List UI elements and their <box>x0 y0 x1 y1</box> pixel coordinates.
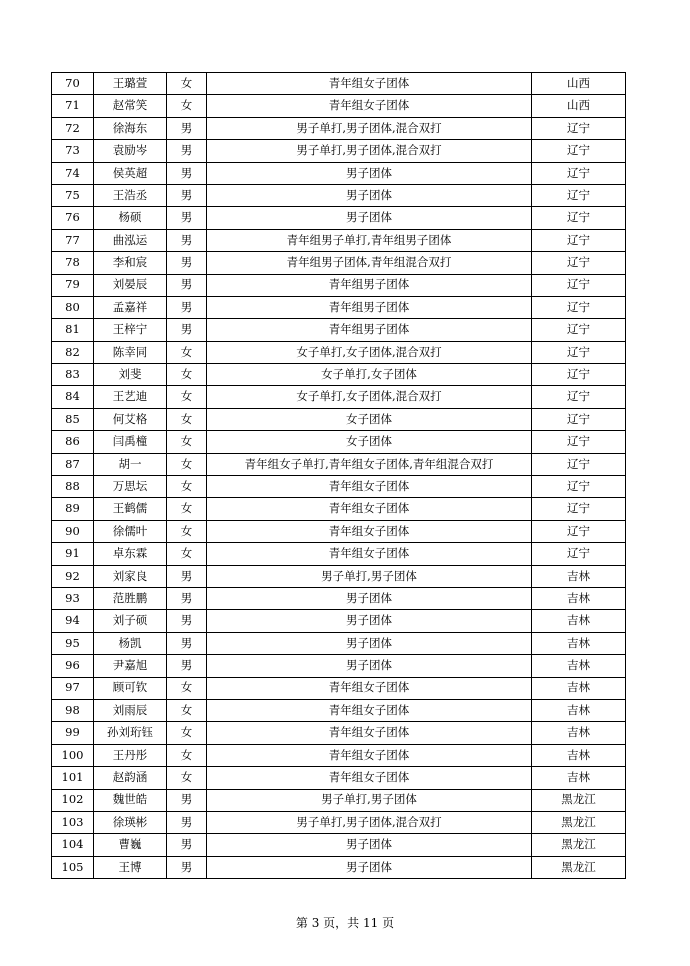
events-cell: 男子团体 <box>207 655 532 677</box>
table-row <box>52 498 626 520</box>
events-cell: 男子单打,男子团体,混合双打 <box>207 811 532 833</box>
table-row <box>52 274 626 296</box>
table-row <box>52 834 626 856</box>
events-cell: 青年组女子团体 <box>207 95 532 117</box>
gender-cell: 女 <box>167 767 207 789</box>
table-row <box>52 341 626 363</box>
events-cell: 青年组女子团体 <box>207 73 532 95</box>
table-row <box>52 319 626 341</box>
province-cell: 辽宁 <box>532 117 626 139</box>
events-cell: 青年组女子团体 <box>207 520 532 542</box>
events-cell: 男子单打,男子团体,混合双打 <box>207 117 532 139</box>
row-number-cell: 101 <box>52 767 94 789</box>
athlete-name-cell: 闫禹橦 <box>94 431 167 453</box>
province-cell: 辽宁 <box>532 431 626 453</box>
athlete-name-cell: 杨凯 <box>94 632 167 654</box>
athlete-name-cell: 刘家良 <box>94 565 167 587</box>
province-cell: 辽宁 <box>532 184 626 206</box>
gender-cell: 男 <box>167 140 207 162</box>
athlete-name-cell: 曲泓运 <box>94 229 167 251</box>
table-row <box>52 722 626 744</box>
gender-cell: 女 <box>167 476 207 498</box>
athlete-name-cell: 徐瑛彬 <box>94 811 167 833</box>
table-row <box>52 543 626 565</box>
province-cell: 山西 <box>532 95 626 117</box>
table-row <box>52 744 626 766</box>
province-cell: 辽宁 <box>532 543 626 565</box>
row-number-cell: 97 <box>52 677 94 699</box>
table-row <box>52 207 626 229</box>
events-cell: 男子团体 <box>207 610 532 632</box>
table-row <box>52 386 626 408</box>
gender-cell: 女 <box>167 498 207 520</box>
events-cell: 男子单打,男子团体 <box>207 789 532 811</box>
row-number-cell: 79 <box>52 274 94 296</box>
events-cell: 男子单打,男子团体,混合双打 <box>207 140 532 162</box>
province-cell: 辽宁 <box>532 296 626 318</box>
events-cell: 青年组男子团体,青年组混合双打 <box>207 252 532 274</box>
events-cell: 青年组女子团体 <box>207 498 532 520</box>
events-cell: 青年组男子团体 <box>207 319 532 341</box>
table-row <box>52 587 626 609</box>
row-number-cell: 105 <box>52 856 94 878</box>
gender-cell: 男 <box>167 207 207 229</box>
province-cell: 吉林 <box>532 565 626 587</box>
table-row <box>52 296 626 318</box>
events-cell: 青年组女子团体 <box>207 476 532 498</box>
province-cell: 辽宁 <box>532 386 626 408</box>
row-number-cell: 85 <box>52 408 94 430</box>
page-footer: 第 3 页，共 11 页 <box>295 916 395 930</box>
events-cell: 男子团体 <box>207 834 532 856</box>
events-cell: 男子单打,男子团体 <box>207 565 532 587</box>
table-row <box>52 767 626 789</box>
table-row <box>52 476 626 498</box>
gender-cell: 男 <box>167 229 207 251</box>
province-cell: 辽宁 <box>532 498 626 520</box>
row-number-cell: 104 <box>52 834 94 856</box>
gender-cell: 女 <box>167 722 207 744</box>
gender-cell: 女 <box>167 95 207 117</box>
row-number-cell: 82 <box>52 341 94 363</box>
events-cell: 青年组男子团体 <box>207 274 532 296</box>
gender-cell: 男 <box>167 655 207 677</box>
table-row <box>52 140 626 162</box>
gender-cell: 女 <box>167 364 207 386</box>
athlete-name-cell: 万思坛 <box>94 476 167 498</box>
row-number-cell: 99 <box>52 722 94 744</box>
athlete-name-cell: 杨硕 <box>94 207 167 229</box>
athlete-name-cell: 顾可钦 <box>94 677 167 699</box>
events-cell: 女子团体 <box>207 431 532 453</box>
province-cell: 辽宁 <box>532 252 626 274</box>
province-cell: 黑龙江 <box>532 856 626 878</box>
events-cell: 女子单打,女子团体 <box>207 364 532 386</box>
table-row <box>52 252 626 274</box>
athlete-name-cell: 曹巍 <box>94 834 167 856</box>
row-number-cell: 102 <box>52 789 94 811</box>
gender-cell: 女 <box>167 341 207 363</box>
province-cell: 辽宁 <box>532 207 626 229</box>
gender-cell: 男 <box>167 319 207 341</box>
province-cell: 吉林 <box>532 699 626 721</box>
province-cell: 辽宁 <box>532 364 626 386</box>
athlete-name-cell: 胡一 <box>94 453 167 475</box>
row-number-cell: 87 <box>52 453 94 475</box>
table-row <box>52 453 626 475</box>
table-row <box>52 431 626 453</box>
athlete-name-cell: 袁励岑 <box>94 140 167 162</box>
athlete-name-cell: 李和宸 <box>94 252 167 274</box>
row-number-cell: 76 <box>52 207 94 229</box>
athlete-name-cell: 王浩丞 <box>94 184 167 206</box>
events-cell: 男子团体 <box>207 162 532 184</box>
events-cell: 男子团体 <box>207 184 532 206</box>
row-number-cell: 96 <box>52 655 94 677</box>
province-cell: 吉林 <box>532 767 626 789</box>
province-cell: 山西 <box>532 73 626 95</box>
table-row <box>52 655 626 677</box>
athlete-name-cell: 王鹤儒 <box>94 498 167 520</box>
athlete-name-cell: 范胜鹏 <box>94 587 167 609</box>
province-cell: 辽宁 <box>532 229 626 251</box>
events-cell: 青年组女子团体 <box>207 543 532 565</box>
table-row <box>52 677 626 699</box>
table-row <box>52 117 626 139</box>
province-cell: 吉林 <box>532 587 626 609</box>
events-cell: 青年组男子团体 <box>207 296 532 318</box>
row-number-cell: 80 <box>52 296 94 318</box>
row-number-cell: 89 <box>52 498 94 520</box>
row-number-cell: 78 <box>52 252 94 274</box>
gender-cell: 女 <box>167 744 207 766</box>
events-cell: 男子团体 <box>207 207 532 229</box>
province-cell: 辽宁 <box>532 162 626 184</box>
table-row <box>52 73 626 95</box>
province-cell: 辽宁 <box>532 319 626 341</box>
athlete-name-cell: 赵常笑 <box>94 95 167 117</box>
gender-cell: 男 <box>167 184 207 206</box>
roster-table <box>51 72 626 879</box>
row-number-cell: 98 <box>52 699 94 721</box>
gender-cell: 男 <box>167 834 207 856</box>
row-number-cell: 84 <box>52 386 94 408</box>
gender-cell: 男 <box>167 811 207 833</box>
table-row <box>52 184 626 206</box>
gender-cell: 男 <box>167 565 207 587</box>
events-cell: 青年组女子团体 <box>207 744 532 766</box>
gender-cell: 男 <box>167 274 207 296</box>
athlete-name-cell: 刘斐 <box>94 364 167 386</box>
events-cell: 青年组男子单打,青年组男子团体 <box>207 229 532 251</box>
events-cell: 女子单打,女子团体,混合双打 <box>207 386 532 408</box>
gender-cell: 女 <box>167 73 207 95</box>
table-row <box>52 632 626 654</box>
athlete-name-cell: 王梓宁 <box>94 319 167 341</box>
province-cell: 吉林 <box>532 677 626 699</box>
gender-cell: 女 <box>167 386 207 408</box>
province-cell: 吉林 <box>532 744 626 766</box>
province-cell: 吉林 <box>532 655 626 677</box>
row-number-cell: 93 <box>52 587 94 609</box>
gender-cell: 女 <box>167 520 207 542</box>
athlete-name-cell: 王博 <box>94 856 167 878</box>
gender-cell: 男 <box>167 162 207 184</box>
province-cell: 辽宁 <box>532 341 626 363</box>
province-cell: 辽宁 <box>532 520 626 542</box>
row-number-cell: 95 <box>52 632 94 654</box>
gender-cell: 男 <box>167 610 207 632</box>
province-cell: 吉林 <box>532 632 626 654</box>
row-number-cell: 77 <box>52 229 94 251</box>
row-number-cell: 71 <box>52 95 94 117</box>
athlete-name-cell: 刘晏辰 <box>94 274 167 296</box>
athlete-name-cell: 王璐萱 <box>94 73 167 95</box>
province-cell: 黑龙江 <box>532 789 626 811</box>
athlete-name-cell: 何艾格 <box>94 408 167 430</box>
athlete-name-cell: 侯英超 <box>94 162 167 184</box>
gender-cell: 男 <box>167 117 207 139</box>
table-row <box>52 699 626 721</box>
province-cell: 辽宁 <box>532 274 626 296</box>
row-number-cell: 94 <box>52 610 94 632</box>
row-number-cell: 100 <box>52 744 94 766</box>
province-cell: 黑龙江 <box>532 811 626 833</box>
gender-cell: 女 <box>167 699 207 721</box>
athlete-name-cell: 尹嘉旭 <box>94 655 167 677</box>
table-row <box>52 610 626 632</box>
athlete-name-cell: 王丹彤 <box>94 744 167 766</box>
events-cell: 青年组女子团体 <box>207 722 532 744</box>
athlete-name-cell: 刘子硕 <box>94 610 167 632</box>
row-number-cell: 74 <box>52 162 94 184</box>
gender-cell: 女 <box>167 543 207 565</box>
province-cell: 吉林 <box>532 610 626 632</box>
table-row <box>52 95 626 117</box>
row-number-cell: 90 <box>52 520 94 542</box>
athlete-name-cell: 陈幸同 <box>94 341 167 363</box>
row-number-cell: 88 <box>52 476 94 498</box>
row-number-cell: 81 <box>52 319 94 341</box>
gender-cell: 女 <box>167 453 207 475</box>
events-cell: 青年组女子团体 <box>207 699 532 721</box>
row-number-cell: 70 <box>52 73 94 95</box>
events-cell: 女子团体 <box>207 408 532 430</box>
row-number-cell: 86 <box>52 431 94 453</box>
events-cell: 女子单打,女子团体,混合双打 <box>207 341 532 363</box>
row-number-cell: 83 <box>52 364 94 386</box>
row-number-cell: 72 <box>52 117 94 139</box>
table-row <box>52 520 626 542</box>
athlete-name-cell: 孙刘珩钰 <box>94 722 167 744</box>
events-cell: 青年组女子团体 <box>207 767 532 789</box>
gender-cell: 女 <box>167 431 207 453</box>
events-cell: 男子团体 <box>207 856 532 878</box>
table-row <box>52 565 626 587</box>
province-cell: 辽宁 <box>532 408 626 430</box>
table-row <box>52 229 626 251</box>
table-row <box>52 162 626 184</box>
province-cell: 辽宁 <box>532 140 626 162</box>
gender-cell: 女 <box>167 677 207 699</box>
athlete-name-cell: 赵韵涵 <box>94 767 167 789</box>
gender-cell: 男 <box>167 789 207 811</box>
province-cell: 黑龙江 <box>532 834 626 856</box>
events-cell: 青年组女子单打,青年组女子团体,青年组混合双打 <box>207 453 532 475</box>
athlete-name-cell: 孟嘉祥 <box>94 296 167 318</box>
gender-cell: 男 <box>167 587 207 609</box>
row-number-cell: 73 <box>52 140 94 162</box>
gender-cell: 女 <box>167 408 207 430</box>
events-cell: 男子团体 <box>207 587 532 609</box>
row-number-cell: 103 <box>52 811 94 833</box>
gender-cell: 男 <box>167 252 207 274</box>
athlete-name-cell: 徐儒叶 <box>94 520 167 542</box>
province-cell: 辽宁 <box>532 453 626 475</box>
table-row <box>52 789 626 811</box>
table-row <box>52 856 626 878</box>
athlete-name-cell: 魏世皓 <box>94 789 167 811</box>
athlete-name-cell: 刘雨辰 <box>94 699 167 721</box>
province-cell: 吉林 <box>532 722 626 744</box>
athlete-name-cell: 徐海东 <box>94 117 167 139</box>
gender-cell: 男 <box>167 632 207 654</box>
gender-cell: 男 <box>167 856 207 878</box>
row-number-cell: 75 <box>52 184 94 206</box>
athlete-name-cell: 王艺迪 <box>94 386 167 408</box>
gender-cell: 男 <box>167 296 207 318</box>
province-cell: 辽宁 <box>532 476 626 498</box>
roster-body <box>52 73 626 879</box>
athlete-name-cell: 卓东霖 <box>94 543 167 565</box>
row-number-cell: 91 <box>52 543 94 565</box>
table-row <box>52 364 626 386</box>
events-cell: 青年组女子团体 <box>207 677 532 699</box>
table-row <box>52 408 626 430</box>
events-cell: 男子团体 <box>207 632 532 654</box>
row-number-cell: 92 <box>52 565 94 587</box>
table-row <box>52 811 626 833</box>
